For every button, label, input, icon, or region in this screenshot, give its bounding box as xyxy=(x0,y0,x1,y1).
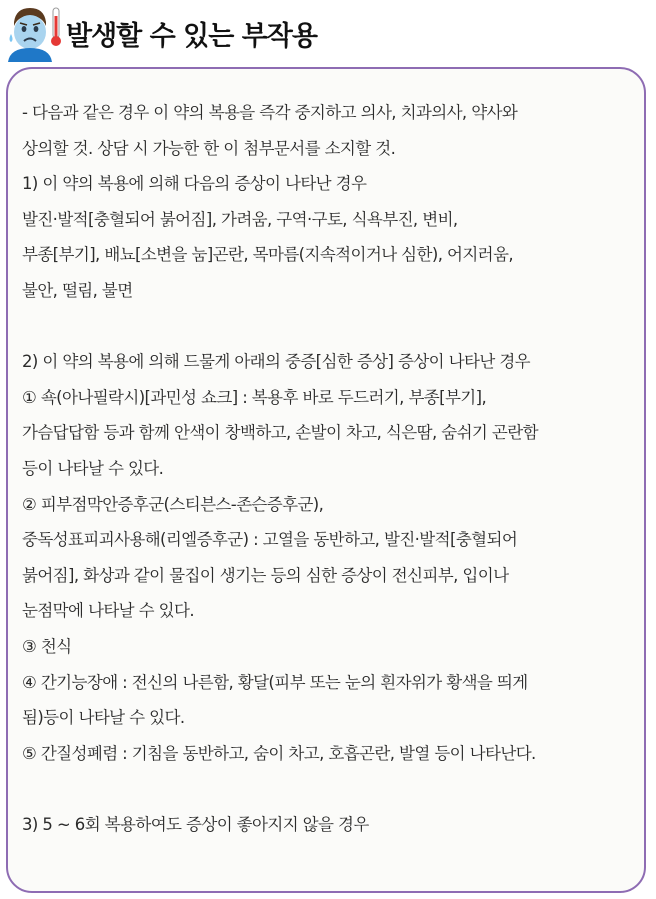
text-line: 붉어짐], 화상과 같이 물집이 생기는 등의 심한 증상이 전신피부, 입이나 xyxy=(22,565,509,585)
text-line: 눈점막에 나타날 수 있다. xyxy=(22,601,194,621)
blank-line xyxy=(22,309,638,345)
blank-line xyxy=(22,771,638,807)
page-title: 발생할 수 있는 부작용 xyxy=(66,21,317,52)
sick-person-thermometer-icon xyxy=(4,4,64,62)
text-line: 발진·발적[충혈되어 붉어짐], 가려움, 구역·구토, 식욕부진, 변비, xyxy=(22,209,458,229)
text-line: 1) 이 약의 복용에 의해 다음의 증상이 나타난 경우 xyxy=(22,174,367,194)
text-line: 부종[부기], 배뇨[소변을 눔]곤란, 목마름(지속적이거나 심한), 어지러움, xyxy=(22,245,513,265)
text-line: 불안, 떨림, 불면 xyxy=(22,280,133,300)
text-line: 가슴답답함 등과 함께 안색이 창백하고, 손발이 차고, 식은땀, 숨쉬기 곤란함 xyxy=(22,423,538,443)
text-line: ① 쇽(아나필락시)[과민성 쇼크] : 복용후 바로 두드러기, 부종[부기], xyxy=(22,387,487,407)
text-line: ③ 천식 xyxy=(22,636,72,656)
text-line: - 다음과 같은 경우 이 약의 복용을 즉각 중지하고 의사, 치과의사, 약사와 xyxy=(22,103,518,122)
side-effects-panel xyxy=(6,67,646,893)
text-line: 상의할 것. 상담 시 가능한 한 이 첨부문서를 소지할 것. xyxy=(22,138,396,158)
text-line: ④ 간기능장애 : 전신의 나른함, 황달(피부 또는 눈의 흰자위가 황색을 띄게 xyxy=(22,672,528,692)
side-effects-text xyxy=(22,95,638,842)
section-header xyxy=(0,0,656,66)
text-line: 됨)등이 나타날 수 있다. xyxy=(22,708,185,728)
text-line: 3) 5 ~ 6회 복용하여도 증상이 좋아지지 않을 경우 xyxy=(22,814,369,834)
text-line: 2) 이 약의 복용에 의해 드물게 아래의 중증[심한 증상] 증상이 나타난 경우 xyxy=(22,352,530,372)
text-line: ⑤ 간질성폐렴 : 기침을 동반하고, 숨이 차고, 호흡곤란, 발열 등이 나타난다. xyxy=(22,743,536,763)
text-line: ② 피부점막안증후군(스티븐스-존슨증후군), xyxy=(22,494,324,514)
text-line: 등이 나타날 수 있다. xyxy=(22,458,164,478)
text-line: 중독성표피괴사용해(리엘증후군) : 고열을 동반하고, 발진·발적[충혈되어 xyxy=(22,530,518,550)
